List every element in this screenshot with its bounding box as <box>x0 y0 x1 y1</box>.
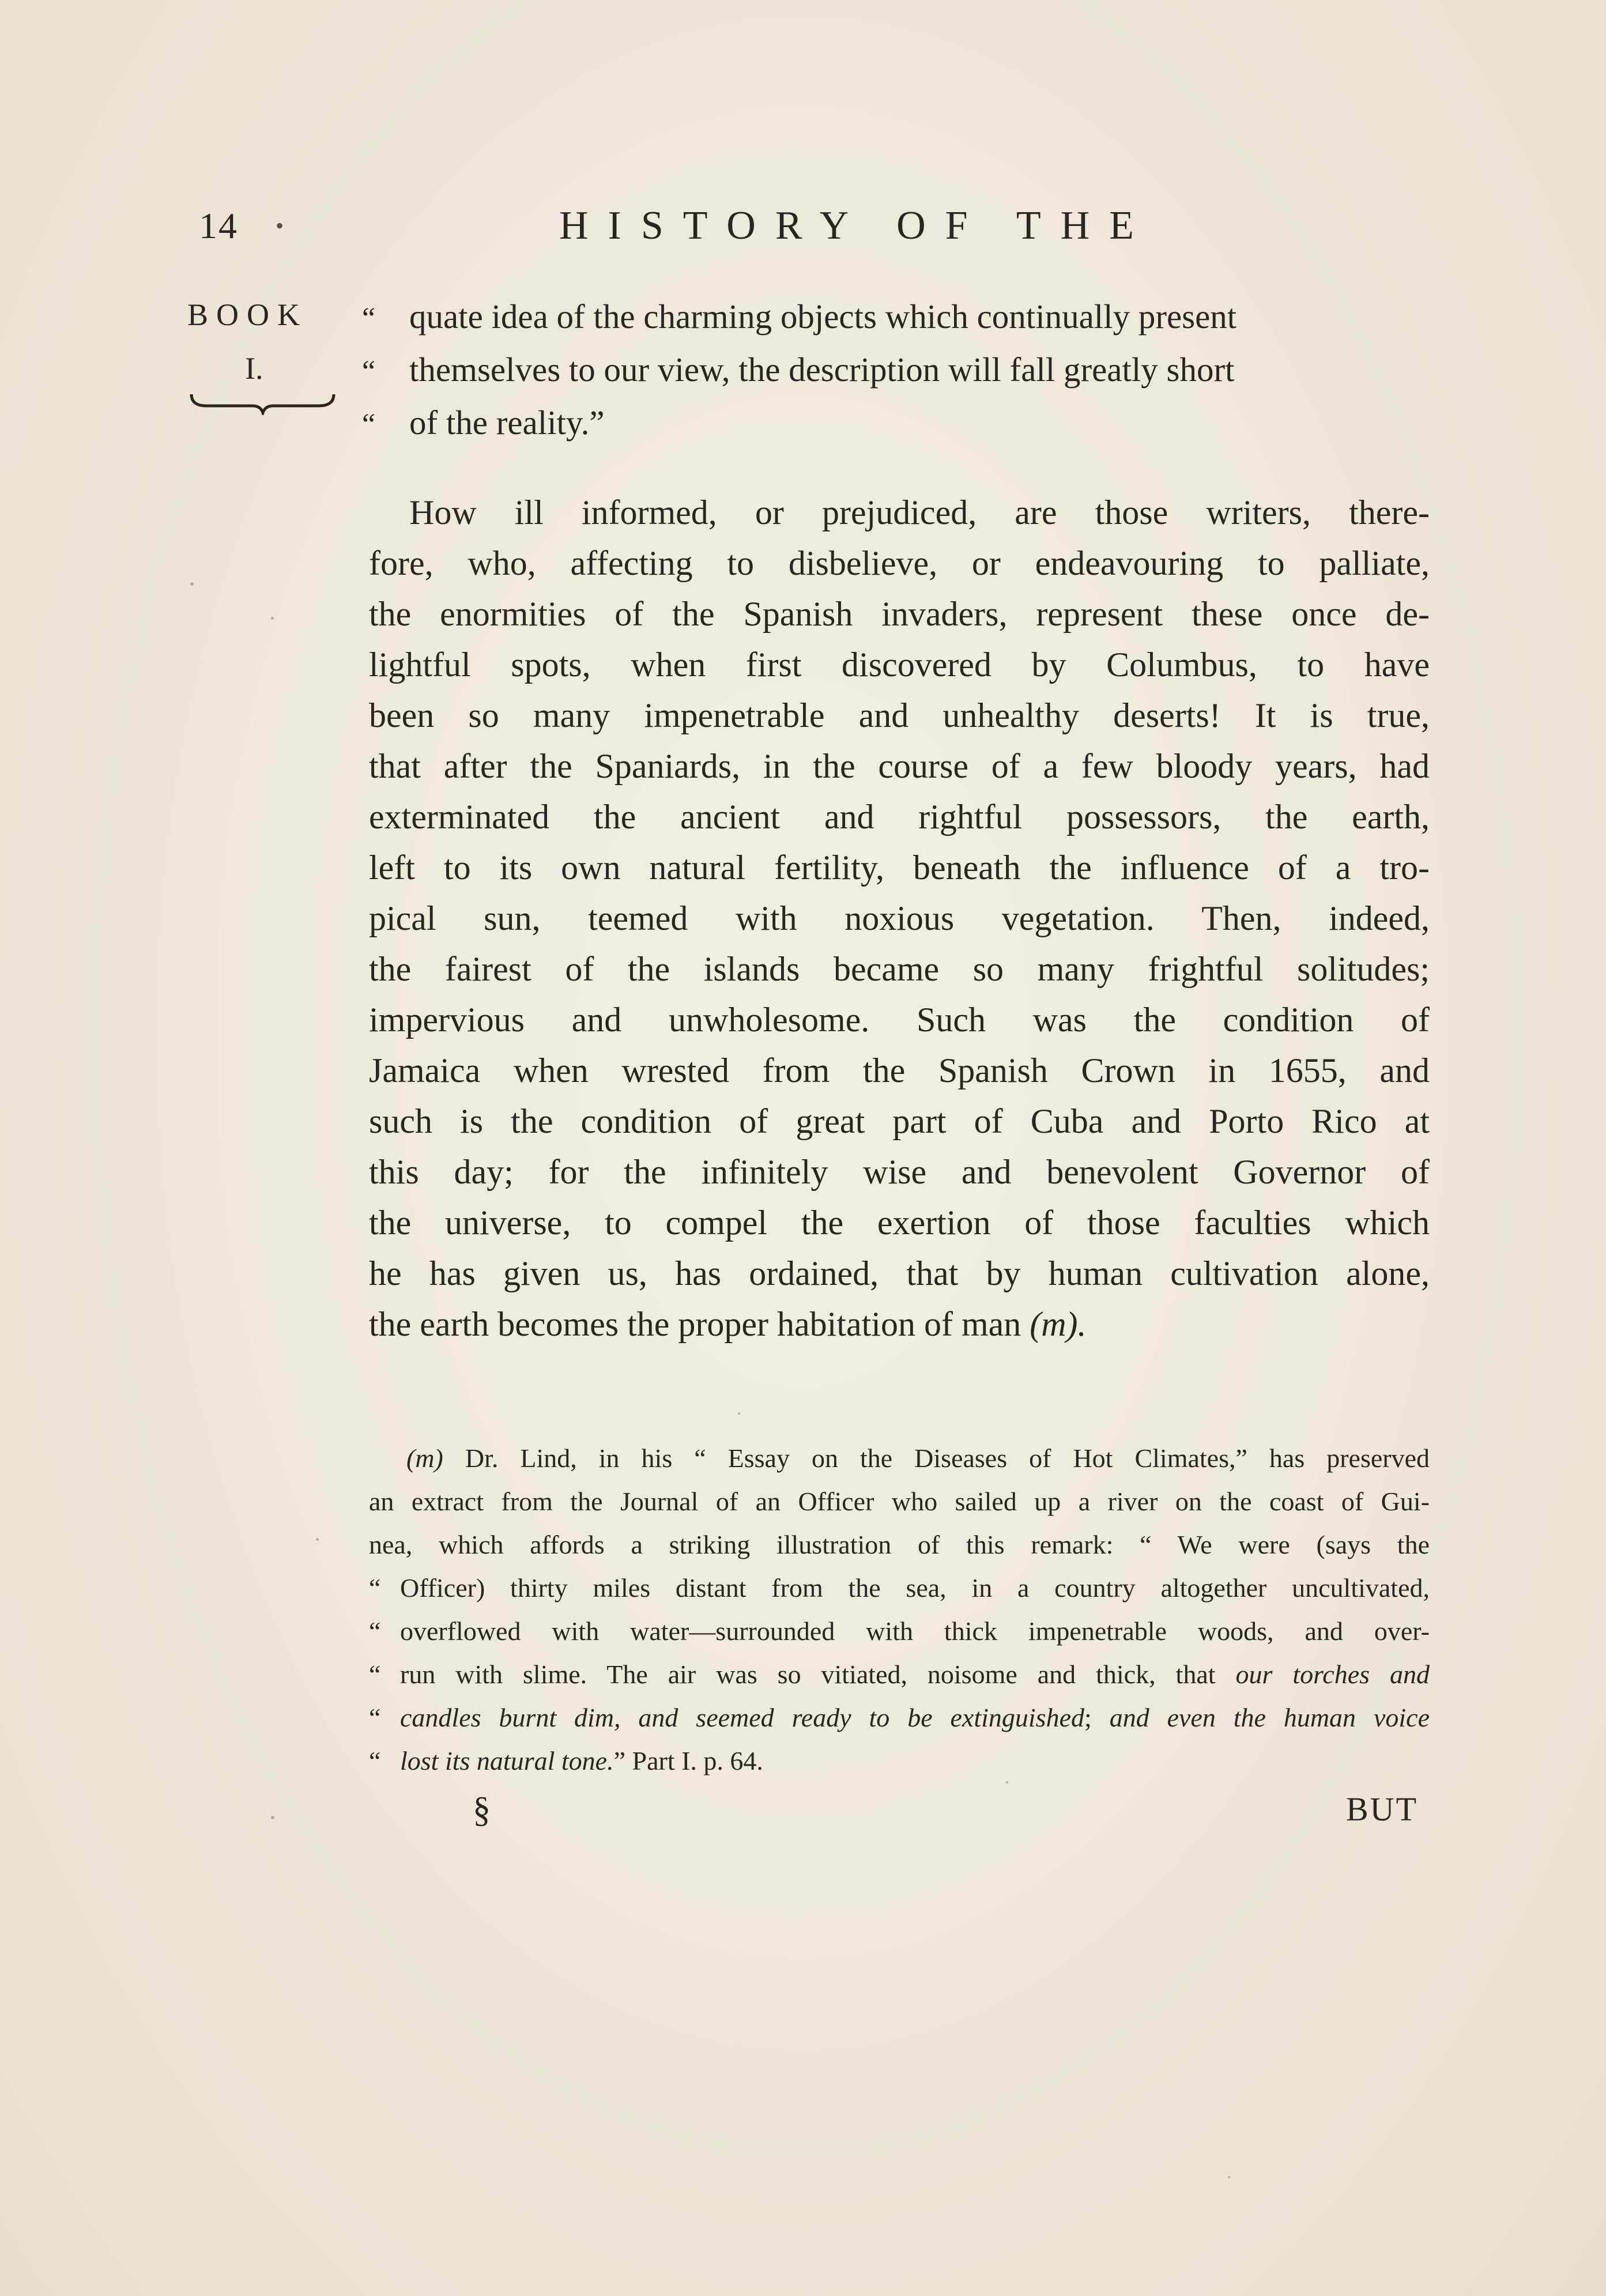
body-line: such is the condition of great part of Cuba and Porto Rico at <box>369 1102 1430 1140</box>
footnote-italic-text: lost its natural tone. <box>400 1746 614 1775</box>
footnote-text: run with slime. The air was so vitiated, noisome and thick, that <box>400 1660 1236 1689</box>
running-head: HISTORY OF THE <box>559 203 1153 248</box>
quote-text: of the reality.” <box>409 404 605 442</box>
paper-speck <box>1006 1781 1008 1784</box>
paper-speck <box>1228 2176 1230 2178</box>
quote-continuation <box>362 291 1434 450</box>
quote-line <box>362 291 1434 344</box>
footnote-marker: (m) <box>406 1443 443 1473</box>
footnote-quote-mark: “ <box>369 1573 381 1603</box>
signature-section-mark: § <box>473 1790 491 1830</box>
body-line: fore, who, affecting to disbelieve, or endeavouring to palliate, <box>369 544 1430 582</box>
footnote-line: an extract from the Journal of an Officer who sailed up a river on the coast of Gui- <box>369 1487 1430 1516</box>
body-line: been so many impenetrable and unhealthy deserts! It is true, <box>369 696 1430 734</box>
footnote-line: nea, which affords a striking illustration of this remark: “ We were (says the <box>369 1530 1430 1559</box>
body-line: left to its own natural fertility, beneath the influence of a tro- <box>369 849 1430 887</box>
footnote-text: ” Part I. p. 64. <box>613 1746 763 1775</box>
quote-line <box>362 397 1434 450</box>
footnote-text: overflowed with water—surrounded with thick impenetrable woods, and over- <box>400 1616 1430 1646</box>
body-paragraph <box>369 487 1430 1349</box>
body-line-text: the earth becomes the proper habitation of man <box>369 1305 1021 1343</box>
body-line: that after the Spaniards, in the course of a few bloody years, had <box>369 747 1430 785</box>
quote-line <box>362 344 1434 397</box>
quote-text: quate idea of the charming objects which continually present <box>409 297 1237 335</box>
page-number: 14 <box>199 205 238 246</box>
page-number-mark: • <box>276 213 284 239</box>
body-line: the enormities of the Spanish invaders, represent these once de- <box>369 595 1430 633</box>
footnote-text: ; <box>1084 1703 1110 1732</box>
catchword: BUT <box>1346 1790 1418 1828</box>
footnote-line <box>369 1739 1430 1782</box>
footnote <box>369 1437 1430 1782</box>
footnote-line <box>369 1653 1430 1696</box>
paper-speck <box>271 1816 274 1819</box>
footnote-line <box>369 1696 1430 1739</box>
quote-mark: “ <box>362 355 376 388</box>
body-line: How ill informed, or prejudiced, are those writers, there- <box>409 493 1430 531</box>
body-line: he has given us, has ordained, that by human cultivation alone, <box>369 1254 1430 1292</box>
paper-speck <box>316 1538 319 1541</box>
footnote-text: Officer) thirty miles distant from the sea, in a country altogether uncultivated, <box>400 1573 1430 1603</box>
footnote-quote-mark: “ <box>369 1746 381 1775</box>
footnote-quote-mark: “ <box>369 1616 381 1646</box>
footnote-line <box>369 1437 1430 1480</box>
body-line: the universe, to compel the exertion of those faculties which <box>369 1204 1430 1242</box>
paper-speck <box>738 1412 740 1415</box>
footnote-line <box>369 1609 1430 1653</box>
margin-book-label: BOOK <box>187 297 308 332</box>
margin-book-number: I. <box>245 351 263 386</box>
paper-speck <box>190 582 194 586</box>
footnote-quote-mark: “ <box>369 1660 381 1689</box>
body-line: the fairest of the islands became so many frightful solitudes; <box>369 950 1430 988</box>
body-line <box>369 1299 1430 1349</box>
body-line: this day; for the infinitely wise and benevolent Governor of <box>369 1153 1430 1191</box>
footnote-quote-mark: “ <box>369 1703 381 1732</box>
body-line: exterminated the ancient and rightful possessors, the earth, <box>369 798 1430 836</box>
footnote-reference[interactable]: (m). <box>1030 1305 1087 1343</box>
footnote-text: Dr. Lind, in his “ Essay on the Diseases of Hot Climates,” has preserved <box>465 1443 1430 1473</box>
footnote-italic-text: our torches and <box>1235 1660 1430 1689</box>
footnote-italic-text: candles burnt dim, and seemed ready to be extinguished <box>400 1703 1084 1732</box>
quote-mark: “ <box>362 302 376 335</box>
quote-mark: “ <box>362 408 376 441</box>
body-line: impervious and unwholesome. Such was the condition of <box>369 1001 1430 1039</box>
footnote-italic-text: and even the human voice <box>1109 1703 1430 1732</box>
margin-brace-ornament <box>189 392 336 415</box>
body-line: lightful spots, when first discovered by Columbus, to have <box>369 646 1430 684</box>
quote-text: themselves to our view, the description will fall greatly short <box>409 350 1235 389</box>
body-line: Jamaica when wrested from the Spanish Crown in 1655, and <box>369 1051 1430 1089</box>
body-line: pical sun, teemed with noxious vegetation. Then, indeed, <box>369 899 1430 937</box>
footnote-line <box>369 1566 1430 1609</box>
paper-speck <box>271 617 274 620</box>
